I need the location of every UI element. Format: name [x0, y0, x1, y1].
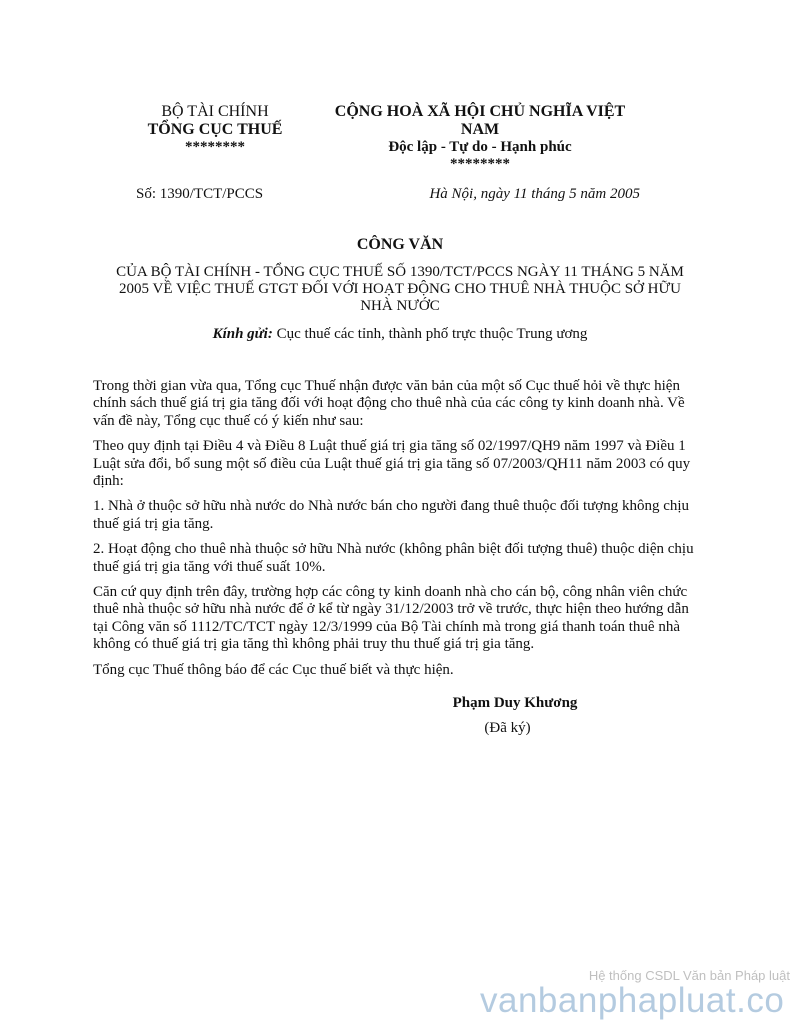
recipient-line: [90, 326, 710, 343]
republic-name-line1: CỘNG HOÀ XÃ HỘI CHỦ NGHĨA VIỆT: [334, 103, 626, 120]
department-name: TỔNG CỤC THUẾ: [147, 121, 283, 138]
body-paragraph-6: Tổng cục Thuế thông báo để các Cục thuế biết và thực hiện.: [93, 661, 454, 678]
body-paragraph-2: Theo quy định tại Điều 4 và Điều 8 Luật thuế giá trị gia tăng số 02/1997/QH9 năm 1997 và Điều 1 Luật sửa đổi, bổ sung một số điều của Luật thuế giá trị gia tăng số 07/2003/QH11 năm 2003 có quy định:: [93, 438, 691, 490]
body-paragraph-3: 1. Nhà ở thuộc sở hữu nhà nước do Nhà nước bán cho người đang thuê thuộc đối tượng không chịu thuế giá trị gia tăng.: [93, 498, 690, 532]
document-body: [93, 378, 703, 687]
document-number: Số: 1390/TCT/PCCS: [136, 186, 264, 202]
document-subject: [110, 264, 690, 315]
place-date: Hà Nội, ngày 11 tháng 5 năm 2005: [429, 186, 640, 202]
document-type-title: CÔNG VĂN: [356, 236, 444, 253]
signer-name: Phạm Duy Khương: [452, 695, 578, 711]
national-header: [330, 103, 630, 173]
recipient-text: Cục thuế các tỉnh, thành phố trực thuộc Trung ương: [276, 326, 588, 342]
subject-line-1: CỦA BỘ TÀI CHÍNH - TỔNG CỤC THUẾ SỐ 1390/TCT/PCCS NGÀY 11 THÁNG 5 NĂM: [116, 264, 684, 280]
republic-name-line2: NAM: [460, 121, 500, 138]
national-motto: Độc lập - Tự do - Hạnh phúc: [388, 139, 572, 155]
body-paragraph-5: Căn cứ quy định trên đây, trường hợp các công ty kinh doanh nhà cho cán bộ, công nhân viên chức thuê nhà thuộc sở hữu nhà nước để ở kể từ ngày 31/12/2003 trở về trước, thực hiện theo hướng dẫn tại Công văn số 1112/TC/TCT ngày 12/3/1999 của Bộ Tài chính mà trong giá thanh toán thuê nhà không có thuế giá trị gia tăng thì không phải truy thu thuế giá trị gia tăng.: [93, 584, 689, 653]
issuer-stars: ********: [185, 139, 245, 155]
body-paragraph-1: Trong thời gian vừa qua, Tổng cục Thuế nhận được văn bản của một số Cục thuế hỏi về thực hiện chính sách thuế giá trị gia tăng đối với hoạt động cho thuê nhà của các công ty kinh doanh nhà. Về vấn đề này, Tổng cục thuế có ý kiến như sau:: [93, 378, 685, 429]
subject-line-2: 2005 VỀ VIỆC THUẾ GTGT ĐỐI VỚI HOẠT ĐỘNG CHO THUÊ NHÀ THUỘC SỞ HỮU: [119, 281, 681, 297]
body-paragraph-4: 2. Hoạt động cho thuê nhà thuộc sở hữu Nhà nước (không phân biệt đối tượng thuê) thuộc diện chịu thuế giá trị gia tăng với thuế suất 10%.: [93, 541, 694, 575]
issuer-header: [120, 103, 310, 156]
subject-line-3: NHÀ NƯỚC: [360, 298, 440, 314]
watermark-site-link[interactable]: vanbanphapluat.co: [480, 981, 785, 1020]
recipient-label: Kính gửi:: [212, 326, 273, 342]
watermark-caption: Hệ thống CSDL Văn bản Pháp luật: [588, 968, 790, 983]
ministry-name: BỘ TÀI CHÍNH: [161, 103, 269, 120]
national-stars: ********: [450, 156, 510, 172]
signature-note: (Đã ký): [484, 720, 531, 736]
